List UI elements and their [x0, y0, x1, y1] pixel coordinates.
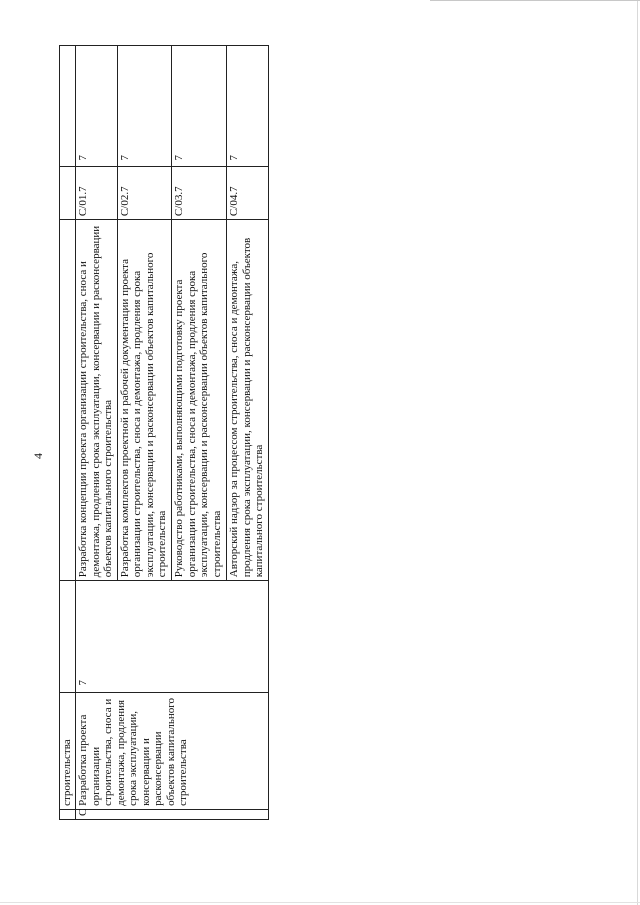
- function-name: Разработка концепции проекта организации строительства, сноса и демонтажа, продления срока эксплуатации, консервации и расконсервации объектов капитального строительства: [76, 220, 118, 581]
- generalized-code: C: [76, 809, 269, 819]
- function-level: 7: [172, 46, 227, 167]
- function-code: C/03.7: [172, 167, 227, 220]
- table-cell: [60, 581, 76, 692]
- functions-table: [59, 45, 269, 820]
- generalized-function-name: Разработка проекта организации строительства, сноса и демонтажа, продления срока эксплуатации, консервации и расконсервации объектов капитального строительства: [76, 692, 269, 809]
- function-level: 7: [227, 46, 269, 167]
- function-code: C/04.7: [227, 167, 269, 220]
- table-cell: [60, 809, 76, 819]
- function-name: Разработка комплектов проектной и рабочей документации проекта организации строительства, сноса и демонтажа, продления срока эксплуатации, консервации и расконсервации объектов капитального строительства: [117, 220, 172, 581]
- page-number: 4: [31, 453, 45, 459]
- generalized-level: 7: [76, 581, 269, 692]
- scan-edge: [430, 0, 640, 1]
- function-code: C/02.7: [117, 167, 172, 220]
- function-code: C/01.7: [76, 167, 118, 220]
- table-cell: [60, 167, 76, 220]
- table-cell: [60, 46, 76, 167]
- function-level: 7: [76, 46, 118, 167]
- function-level: 7: [117, 46, 172, 167]
- table-cell: [60, 220, 76, 581]
- scan-edge: [637, 0, 638, 905]
- generalized-name-continuation: строительства: [60, 692, 76, 809]
- function-name: Руководство работниками, выполняющими подготовку проекта организации строительства, сноса и демонтажа, продления срока эксплуатации, консервации и расконсервации объектов капитального строительства: [172, 220, 227, 581]
- scan-edge: [0, 902, 640, 903]
- function-name: Авторский надзор за процессом строительства, сноса и демонтажа, продления срока эксплуатации, консервации и расконсервации объектов капитального строительства: [227, 220, 269, 581]
